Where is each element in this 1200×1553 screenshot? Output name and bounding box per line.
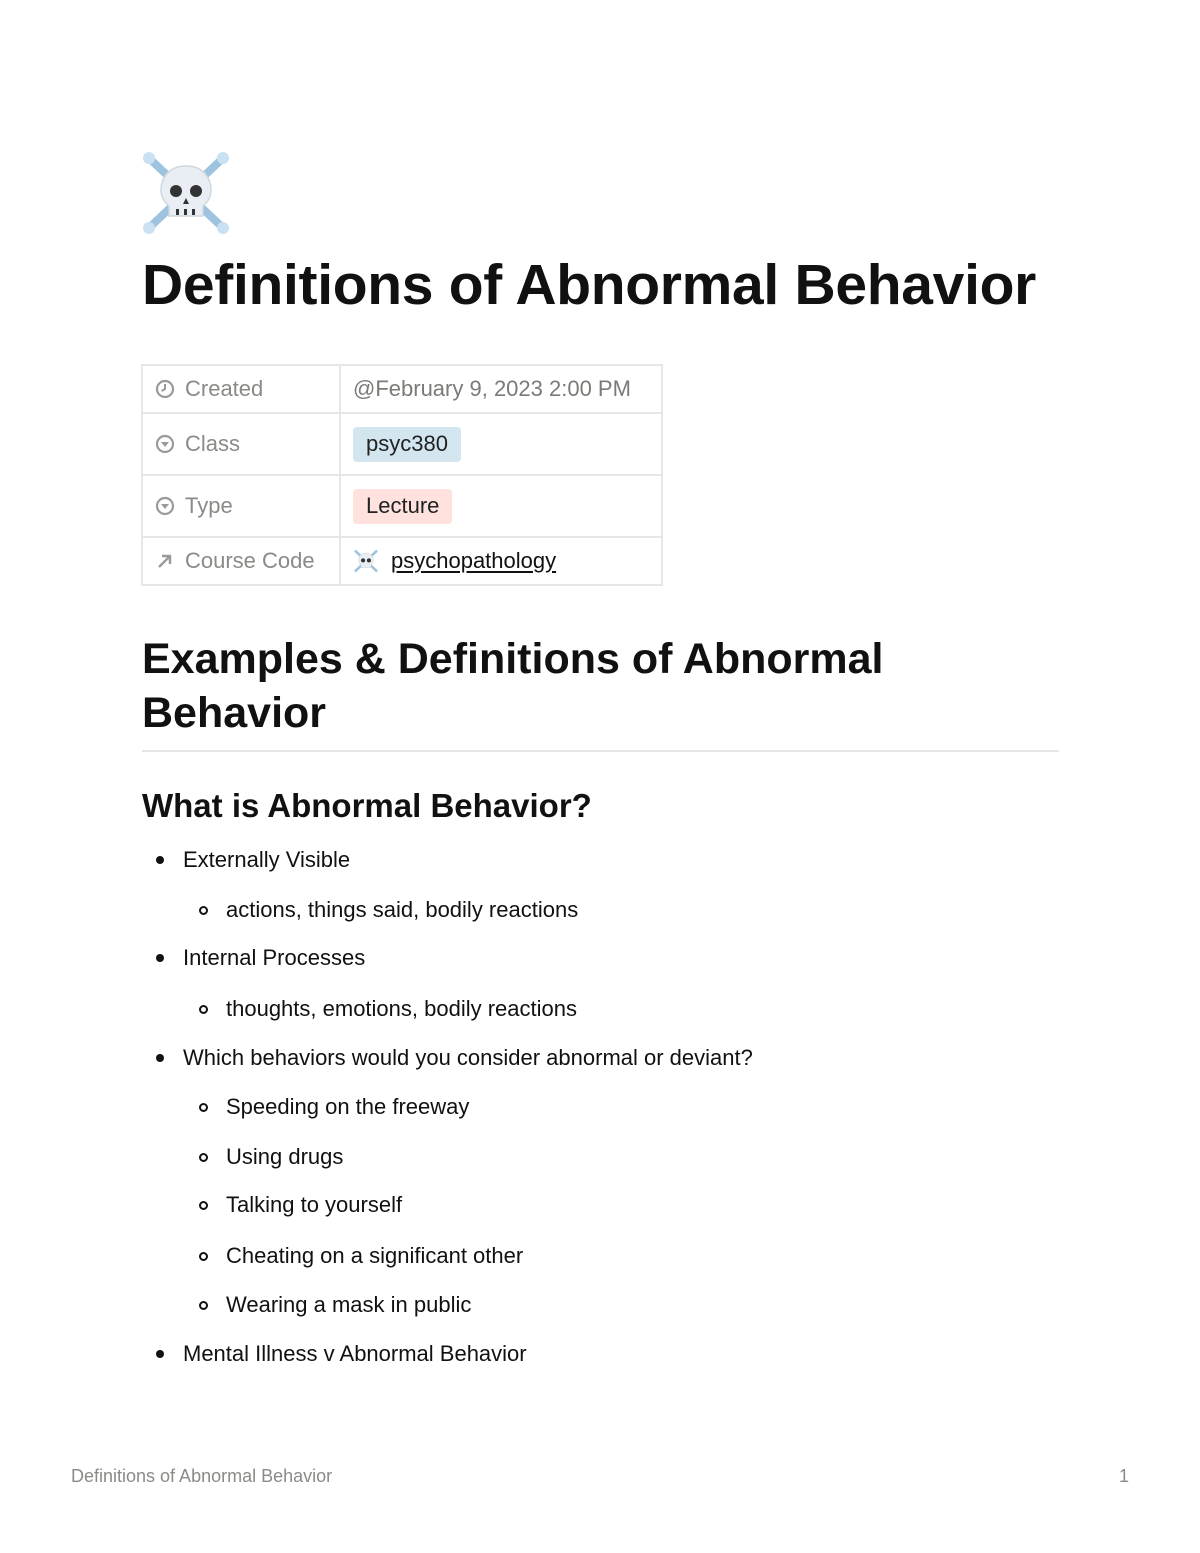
bullet-circle bbox=[199, 1301, 208, 1310]
bullet-dot bbox=[156, 954, 164, 962]
list-item: thoughts, emotions, bodily reactions bbox=[226, 995, 577, 1023]
list-item: Internal Processes bbox=[183, 944, 365, 972]
list-item: Talking to yourself bbox=[226, 1191, 402, 1219]
list-item: Speeding on the freeway bbox=[226, 1093, 469, 1121]
select-icon bbox=[155, 434, 175, 454]
property-key bbox=[142, 475, 340, 537]
page-title: Definitions of Abnormal Behavior bbox=[142, 253, 1037, 317]
created-date-value[interactable]: @February 9, 2023 2:00 PM bbox=[340, 365, 662, 413]
bullet-circle bbox=[199, 1201, 208, 1210]
list-item: actions, things said, bodily reactions bbox=[226, 896, 578, 924]
property-key bbox=[142, 413, 340, 475]
bullet-circle bbox=[199, 906, 208, 915]
bullet-dot bbox=[156, 856, 164, 864]
skull-and-crossbones-icon bbox=[143, 152, 229, 234]
relation-arrow-icon bbox=[155, 551, 175, 571]
bullet-circle bbox=[199, 1103, 208, 1112]
type-value[interactable] bbox=[340, 475, 662, 537]
bullet-dot bbox=[156, 1350, 164, 1358]
page-number: 1 bbox=[1118, 1466, 1129, 1486]
list-item: Which behaviors would you consider abnormal or deviant? bbox=[183, 1044, 753, 1072]
section-heading: Examples & Definitions of Abnormal Behavior bbox=[142, 635, 884, 737]
skull-and-crossbones-icon bbox=[353, 549, 379, 573]
properties-table bbox=[141, 364, 663, 586]
type-tag[interactable]: Lecture bbox=[353, 489, 452, 524]
bullet-circle bbox=[199, 1252, 208, 1261]
list-item: Externally Visible bbox=[183, 846, 350, 874]
property-key-label: Created bbox=[185, 376, 264, 401]
property-row-class bbox=[142, 413, 662, 475]
footer-title: Definitions of Abnormal Behavior bbox=[71, 1466, 333, 1486]
property-key-label: Course Code bbox=[185, 548, 315, 573]
list-item: Cheating on a significant other bbox=[226, 1242, 523, 1270]
list-item: Using drugs bbox=[226, 1143, 343, 1171]
course-code-value[interactable] bbox=[340, 537, 662, 585]
property-row-course-code bbox=[142, 537, 662, 585]
clock-icon bbox=[155, 379, 175, 399]
property-key-label: Type bbox=[185, 493, 233, 518]
property-row-created bbox=[142, 365, 662, 413]
subheading: What is Abnormal Behavior? bbox=[142, 787, 592, 824]
property-row-type bbox=[142, 475, 662, 537]
property-key bbox=[142, 537, 340, 585]
class-value[interactable] bbox=[340, 413, 662, 475]
select-icon bbox=[155, 496, 175, 516]
list-item: Mental Illness v Abnormal Behavior bbox=[183, 1340, 527, 1368]
bullet-circle bbox=[199, 1005, 208, 1014]
class-tag[interactable]: psyc380 bbox=[353, 427, 461, 462]
property-key-label: Class bbox=[185, 431, 241, 456]
course-code-link[interactable]: psychopathology bbox=[391, 548, 557, 573]
bullet-dot bbox=[156, 1054, 164, 1062]
bullet-circle bbox=[199, 1153, 208, 1162]
divider bbox=[142, 750, 1059, 752]
list-item: Wearing a mask in public bbox=[226, 1291, 471, 1319]
property-key bbox=[142, 365, 340, 413]
